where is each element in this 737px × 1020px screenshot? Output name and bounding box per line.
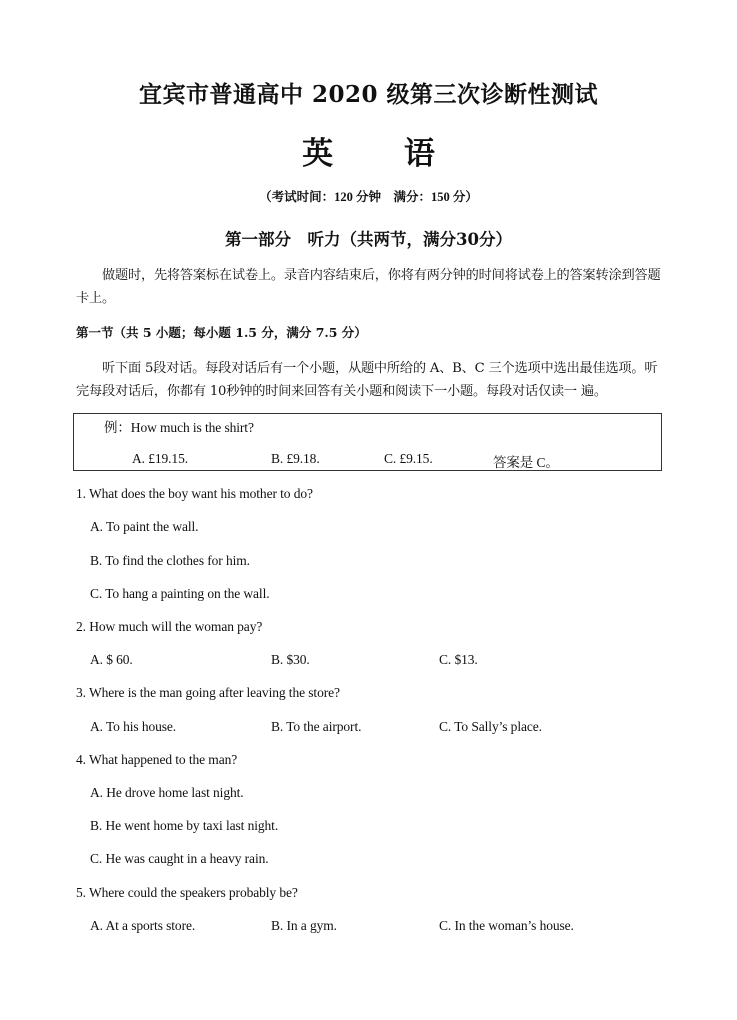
question-option: A. $ 60. [90,652,133,667]
question-option: C. To hang a painting on the wall. [90,586,270,601]
part-intro: 做题时，先将答案标在试卷上。录音内容结束后，你将有两分钟的时间将试卷上的答案转涂到答题卡上。 [76,268,661,306]
question-stem: 5. Where could the speakers probably be? [76,885,298,900]
question-option: A. To paint the wall. [90,519,199,534]
question-stem: 2. How much will the woman pay? [76,619,263,634]
subject-title: 英 语 [302,136,465,172]
example-option-b: B. £9.18. [271,451,320,466]
question-stem: 3. Where is the man going after leaving the store? [76,685,340,700]
section-heading: 第一节（共 5 小题；每小题 1.5 分，满分 7.5 分） [76,325,367,340]
section-instructions: 听下面 5段对话。每段对话后有一个小题，从题中所给的 A、B、C 三个选项中选出最佳选项。听完每段对话后，你都有 10秒钟的时间来回答有关小题和阅读下一小题。每段对话仅读一 遍。 [76,361,658,399]
exam-info: （考试时间：120 分钟 满分：150 分） [259,190,478,204]
question-option: A. He drove home last night. [90,785,244,800]
question-option: B. To find the clothes for him. [90,553,250,568]
example-option-a: A. £19.15. [132,451,188,466]
question-option: A. To his house. [90,719,177,734]
question-option: C. $13. [439,652,478,667]
question-option: C. In the woman’s house. [439,918,574,933]
question-option: B. He went home by taxi last night. [90,818,279,833]
question-option: B. $30. [271,652,310,667]
example-option-c: C. £9.15. [384,451,433,466]
question-option: A. At a sports store. [90,918,196,933]
question-stem: 4. What happened to the man? [76,752,238,767]
question-option: C. To Sally’s place. [439,719,542,734]
example-question: 例：How much is the shirt? [104,420,254,435]
question-stem: 1. What does the boy want his mother to do? [76,486,313,501]
example-answer: 答案是 C。 [493,455,559,470]
question-option: B. To the airport. [271,719,362,734]
question-option: C. He was caught in a heavy rain. [90,851,269,866]
part-heading: 第一部分 听力（共两节，满分30分） [225,230,512,249]
question-option: B. In a gym. [271,918,337,933]
exam-title: 宜宾市普通高中 2020 级第三次诊断性测试 [138,81,599,108]
